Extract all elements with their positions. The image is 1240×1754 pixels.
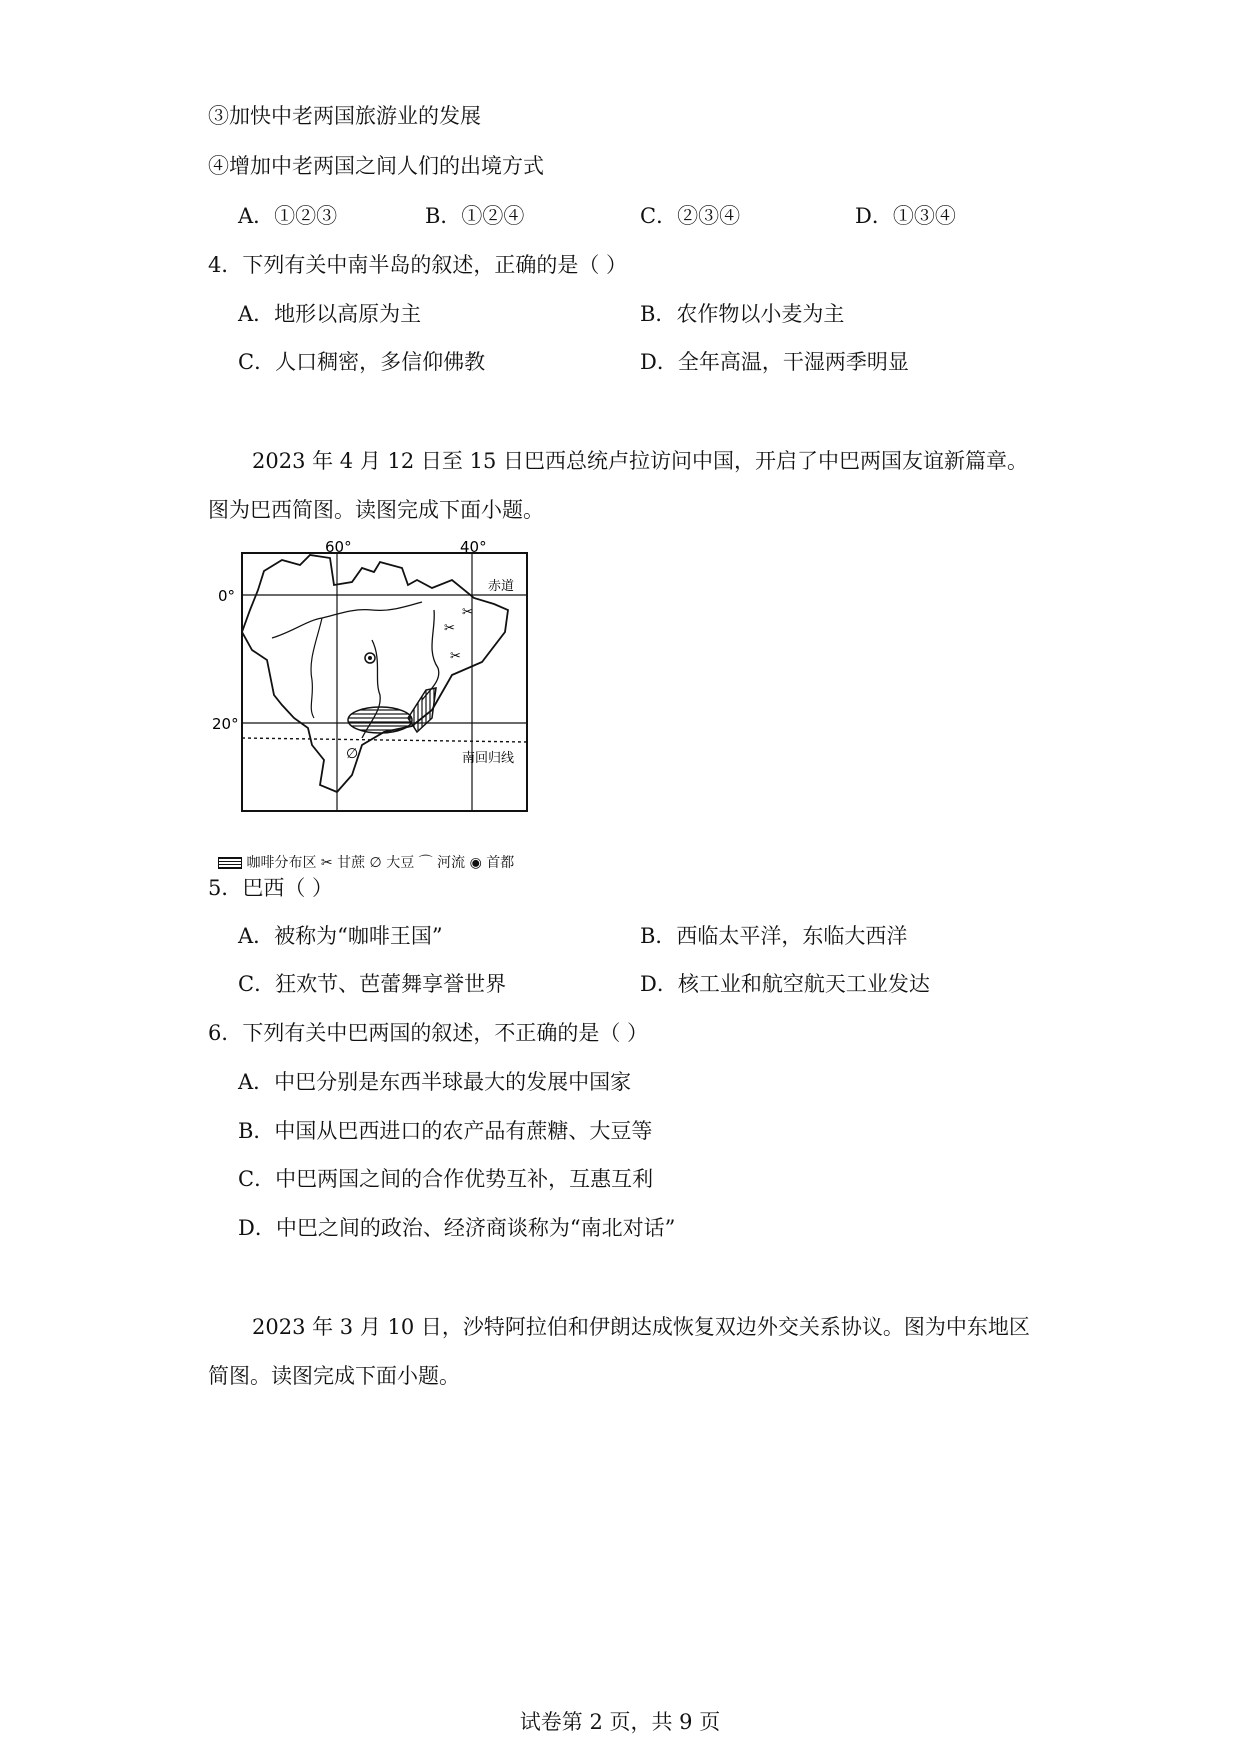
river-legend-label: 河流 — [437, 855, 466, 871]
brazil-passage-line1: 2023 年 4 月 12 日至 15 日巴西总统卢拉访问中国，开启了中巴两国友谊新篇章。 — [252, 449, 1028, 473]
capital-dot — [368, 656, 372, 660]
q3-option-a: A．①②③ — [238, 204, 338, 228]
q3-item-3: ③加快中老两国旅游业的发展 — [208, 104, 481, 128]
brazil-map — [212, 540, 557, 860]
q3-option-d: D．①③④ — [855, 204, 956, 228]
map-legend — [218, 853, 514, 873]
q6-option-c: C．中巴两国之间的合作优势互补，互惠互利 — [238, 1167, 654, 1191]
river-sao-francisco — [422, 610, 439, 700]
q5-option-d: D．核工业和航空航天工业发达 — [640, 972, 930, 996]
lat-20-label: 20° — [212, 715, 239, 733]
q5-option-c: C．狂欢节、芭蕾舞享誉世界 — [238, 972, 507, 996]
q3-option-c: C．②③④ — [640, 204, 741, 228]
q3-option-b: B．①②④ — [425, 204, 525, 228]
brazil-passage-line2: 图为巴西简图。读图完成下面小题。 — [208, 498, 544, 522]
capital-legend-label: 首都 — [486, 855, 515, 871]
q6-option-d: D．中巴之间的政治、经济商谈称为“南北对话” — [238, 1216, 676, 1240]
coffee-area-2 — [408, 688, 436, 732]
map-frame — [242, 553, 527, 811]
q5-stem: 5．巴西（ ） — [208, 876, 334, 900]
coffee-legend-icon — [218, 857, 242, 869]
soybean-legend-label: 大豆 — [386, 855, 415, 871]
equator-label: 赤道 — [488, 579, 515, 594]
sugarcane-icon-1: ✂ — [444, 621, 455, 636]
q5-option-b: B．西临太平洋，东临大西洋 — [640, 924, 908, 948]
capital-legend-icon: ◉ — [469, 855, 482, 871]
sugarcane-icon-2: ✂ — [462, 605, 473, 620]
sugarcane-legend-icon: ✂ — [320, 855, 333, 871]
tropic-line — [242, 738, 527, 742]
q6-option-a: A．中巴分别是东西半球最大的发展中国家 — [238, 1070, 632, 1094]
q4-option-c: C．人口稠密，多信仰佛教 — [238, 350, 486, 374]
q4-option-b: B．农作物以小麦为主 — [640, 302, 845, 326]
q4-option-a: A．地形以高原为主 — [238, 302, 422, 326]
sugarcane-legend-label: 甘蔗 — [337, 855, 366, 871]
coffee-area-1 — [348, 707, 412, 733]
q4-option-d: D．全年高温，干湿两季明显 — [640, 350, 909, 374]
q5-option-a: A．被称为“咖啡王国” — [238, 924, 443, 948]
q6-option-b: B．中国从巴西进口的农产品有蔗糖、大豆等 — [238, 1119, 653, 1143]
lat-0-label: 0° — [218, 587, 236, 605]
lon-60-label: 60° — [325, 540, 352, 556]
lon-40-label: 40° — [460, 540, 487, 556]
soybean-icon: ∅ — [346, 746, 359, 762]
coffee-legend-label: 咖啡分布区 — [246, 855, 317, 871]
region-border-west — [311, 618, 322, 718]
tropic-label: 南回归线 — [462, 751, 515, 766]
q4-stem: 4．下列有关中南半岛的叙述，正确的是（ ） — [208, 253, 628, 277]
q3-item-4: ④增加中老两国之间人们的出境方式 — [208, 154, 544, 178]
river-legend-icon: ⌒ — [418, 855, 433, 871]
mideast-passage-line2: 简图。读图完成下面小题。 — [208, 1364, 460, 1388]
soybean-legend-icon: ∅ — [369, 855, 382, 871]
page-footer: 试卷第 2 页，共 9 页 — [519, 1710, 721, 1734]
sugarcane-icon-3: ✂ — [450, 649, 461, 664]
q6-stem: 6．下列有关中巴两国的叙述，不正确的是（ ） — [208, 1021, 649, 1045]
mideast-passage-line1: 2023 年 3 月 10 日，沙特阿拉伯和伊朗达成恢复双边外交关系协议。图为中东地区 — [252, 1315, 1030, 1339]
river-amazon — [272, 602, 422, 638]
